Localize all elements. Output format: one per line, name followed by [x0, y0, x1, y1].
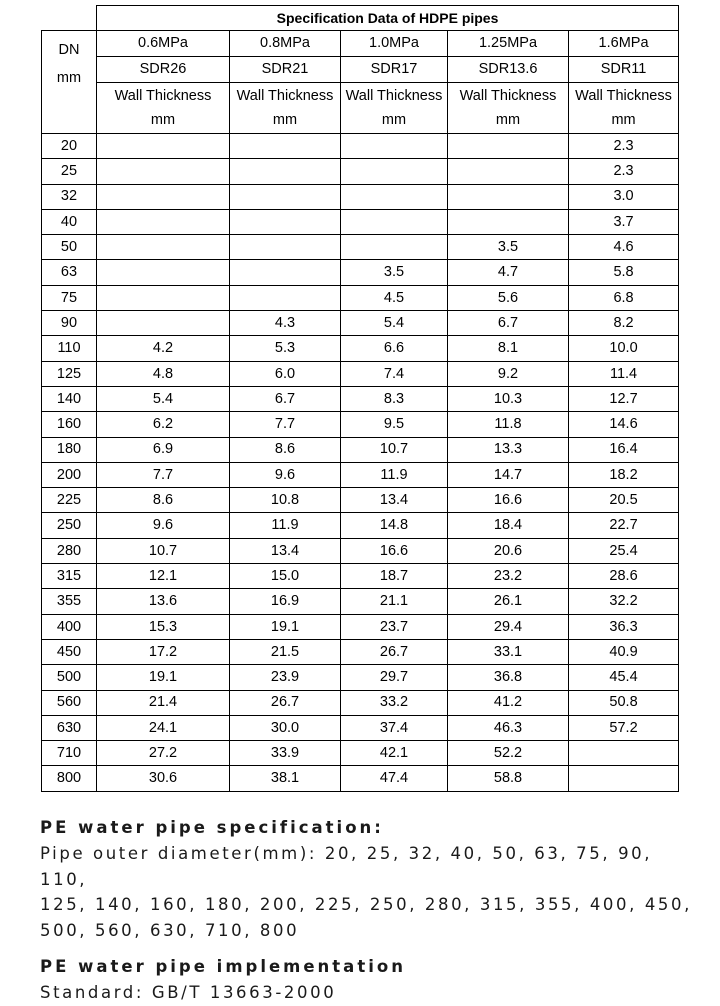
hdpe-spec-table-container: [41, 5, 678, 792]
dn-cell: 400: [42, 614, 97, 639]
pressure-header: 1.6MPa: [569, 31, 679, 57]
thickness-cell: 40.9: [569, 639, 679, 664]
thickness-cell: 6.0: [230, 361, 341, 386]
thickness-cell: [448, 134, 569, 159]
thickness-cell: 4.2: [97, 336, 230, 361]
thickness-cell: [448, 184, 569, 209]
thickness-cell: [97, 209, 230, 234]
thickness-cell: 10.3: [448, 386, 569, 411]
thickness-cell: 4.8: [97, 361, 230, 386]
thickness-cell: 47.4: [341, 766, 448, 791]
thickness-cell: 28.6: [569, 564, 679, 589]
thickness-cell: 13.4: [230, 538, 341, 563]
thickness-cell: 46.3: [448, 715, 569, 740]
thickness-cell: 13.3: [448, 437, 569, 462]
thickness-cell: [97, 235, 230, 260]
thickness-cell: 33.2: [341, 690, 448, 715]
dn-cell: 25: [42, 159, 97, 184]
thickness-cell: 16.6: [341, 538, 448, 563]
thickness-cell: 5.6: [448, 285, 569, 310]
thickness-cell: [341, 209, 448, 234]
thickness-cell: 21.1: [341, 589, 448, 614]
pressure-header: 1.0MPa: [341, 31, 448, 57]
table-row: [42, 412, 679, 437]
thickness-cell: [230, 159, 341, 184]
table-body: [42, 134, 679, 792]
thickness-cell: 26.7: [230, 690, 341, 715]
thickness-cell: 2.3: [569, 134, 679, 159]
thickness-cell: 15.0: [230, 564, 341, 589]
thickness-cell: 58.8: [448, 766, 569, 791]
thickness-cell: [341, 159, 448, 184]
thickness-cell: 33.9: [230, 741, 341, 766]
table-row: [42, 488, 679, 513]
table-row: [42, 513, 679, 538]
thickness-cell: 8.3: [341, 386, 448, 411]
thickness-cell: 5.3: [230, 336, 341, 361]
wall-thickness-unit: mm: [495, 112, 521, 128]
thickness-cell: [230, 235, 341, 260]
standard-line: Standard: GB/T 13663-2000: [40, 983, 337, 1002]
thickness-cell: 3.0: [569, 184, 679, 209]
thickness-cell: 23.2: [448, 564, 569, 589]
sdr-header: SDR13.6: [448, 57, 569, 83]
spec-heading: PE water pipe specification:: [40, 818, 384, 837]
thickness-cell: 29.7: [341, 665, 448, 690]
spec-line: 125, 140, 160, 180, 200, 225, 250, 280, 315, 355, 400, 450,: [40, 895, 692, 914]
thickness-cell: 16.6: [448, 488, 569, 513]
dn-cell: 500: [42, 665, 97, 690]
dn-cell: 800: [42, 766, 97, 791]
wall-thickness-header: [97, 83, 230, 134]
thickness-cell: 8.6: [230, 437, 341, 462]
thickness-cell: [569, 741, 679, 766]
thickness-cell: [448, 159, 569, 184]
thickness-cell: 14.8: [341, 513, 448, 538]
wall-thickness-unit: mm: [611, 112, 636, 128]
thickness-cell: 15.3: [97, 614, 230, 639]
thickness-cell: 3.5: [448, 235, 569, 260]
thickness-cell: [230, 260, 341, 285]
dn-cell: 20: [42, 134, 97, 159]
dn-cell: 630: [42, 715, 97, 740]
thickness-cell: 29.4: [448, 614, 569, 639]
thickness-cell: 14.6: [569, 412, 679, 437]
thickness-cell: [341, 134, 448, 159]
thickness-cell: 6.9: [97, 437, 230, 462]
thickness-cell: 13.6: [97, 589, 230, 614]
thickness-cell: 5.8: [569, 260, 679, 285]
thickness-cell: 42.1: [341, 741, 448, 766]
wall-thickness-header: [341, 83, 448, 134]
thickness-cell: 9.2: [448, 361, 569, 386]
thickness-cell: 30.6: [97, 766, 230, 791]
thickness-cell: 41.2: [448, 690, 569, 715]
thickness-cell: 11.9: [230, 513, 341, 538]
dn-cell: 32: [42, 184, 97, 209]
thickness-cell: 16.4: [569, 437, 679, 462]
thickness-cell: 18.7: [341, 564, 448, 589]
table-row: [42, 159, 679, 184]
thickness-cell: 45.4: [569, 665, 679, 690]
dn-cell: 180: [42, 437, 97, 462]
thickness-cell: 2.3: [569, 159, 679, 184]
table-row: [42, 639, 679, 664]
thickness-cell: 20.6: [448, 538, 569, 563]
thickness-cell: 33.1: [448, 639, 569, 664]
thickness-cell: [97, 159, 230, 184]
sdr-header: SDR21: [230, 57, 341, 83]
dn-cell: 110: [42, 336, 97, 361]
thickness-cell: 4.5: [341, 285, 448, 310]
dn-cell: 160: [42, 412, 97, 437]
thickness-cell: 14.7: [448, 462, 569, 487]
dn-header-cell: [42, 31, 97, 134]
thickness-cell: 24.1: [97, 715, 230, 740]
thickness-cell: 36.3: [569, 614, 679, 639]
thickness-cell: [230, 134, 341, 159]
thickness-cell: 8.2: [569, 311, 679, 336]
wall-thickness-header: [569, 83, 679, 134]
table-row: [42, 766, 679, 791]
dn-cell: 200: [42, 462, 97, 487]
dn-label: DN: [58, 42, 80, 58]
dn-cell: 450: [42, 639, 97, 664]
thickness-cell: 4.7: [448, 260, 569, 285]
table-title: Specification Data of HDPE pipes: [97, 6, 679, 31]
thickness-cell: 19.1: [97, 665, 230, 690]
table-row: [42, 715, 679, 740]
thickness-cell: 12.7: [569, 386, 679, 411]
thickness-cell: 11.9: [341, 462, 448, 487]
dn-cell: 63: [42, 260, 97, 285]
thickness-cell: [97, 285, 230, 310]
dn-cell: 225: [42, 488, 97, 513]
thickness-cell: 21.4: [97, 690, 230, 715]
thickness-cell: 4.6: [569, 235, 679, 260]
table-row: [42, 386, 679, 411]
wall-thickness-label: Wall Thickness: [236, 87, 334, 104]
thickness-cell: 10.7: [341, 437, 448, 462]
pressure-header: 0.6MPa: [97, 31, 230, 57]
thickness-cell: 32.2: [569, 589, 679, 614]
thickness-cell: 18.4: [448, 513, 569, 538]
dn-cell: 355: [42, 589, 97, 614]
thickness-cell: 6.8: [569, 285, 679, 310]
sdr-header: SDR11: [569, 57, 679, 83]
thickness-cell: [230, 285, 341, 310]
thickness-cell: 5.4: [341, 311, 448, 336]
dn-cell: 315: [42, 564, 97, 589]
table-row: [42, 285, 679, 310]
thickness-cell: [230, 209, 341, 234]
table-row: [42, 741, 679, 766]
table-row: [42, 260, 679, 285]
table-row: [42, 690, 679, 715]
table-row: [42, 134, 679, 159]
dn-cell: 140: [42, 386, 97, 411]
thickness-cell: 5.4: [97, 386, 230, 411]
dn-unit: mm: [56, 69, 82, 86]
thickness-cell: 6.6: [341, 336, 448, 361]
table-row: [42, 462, 679, 487]
thickness-cell: 36.8: [448, 665, 569, 690]
thickness-cell: 6.7: [230, 386, 341, 411]
thickness-cell: [97, 311, 230, 336]
thickness-cell: 16.9: [230, 589, 341, 614]
thickness-cell: 10.0: [569, 336, 679, 361]
table-row: [42, 336, 679, 361]
wall-thickness-label: Wall Thickness: [575, 87, 672, 104]
thickness-cell: 8.6: [97, 488, 230, 513]
thickness-cell: 9.6: [97, 513, 230, 538]
table-row: [42, 184, 679, 209]
thickness-cell: 8.1: [448, 336, 569, 361]
thickness-cell: 50.8: [569, 690, 679, 715]
table-row: [42, 538, 679, 563]
thickness-cell: 4.3: [230, 311, 341, 336]
spec-line: Pipe outer diameter(mm): 20, 25, 32, 40, 50, 63, 75, 90, 110,: [40, 844, 653, 889]
thickness-cell: [341, 184, 448, 209]
table-row: [42, 361, 679, 386]
dn-cell: 560: [42, 690, 97, 715]
thickness-cell: 10.7: [97, 538, 230, 563]
thickness-cell: 38.1: [230, 766, 341, 791]
thickness-cell: 7.7: [97, 462, 230, 487]
thickness-cell: [230, 184, 341, 209]
thickness-cell: [569, 766, 679, 791]
table-row: [42, 564, 679, 589]
wall-thickness-header: [230, 83, 341, 134]
implementation-heading: PE water pipe implementation: [40, 957, 406, 976]
thickness-cell: 23.7: [341, 614, 448, 639]
thickness-cell: [341, 235, 448, 260]
thickness-cell: 6.7: [448, 311, 569, 336]
thickness-cell: 11.4: [569, 361, 679, 386]
table-row: [42, 589, 679, 614]
thickness-cell: 21.5: [230, 639, 341, 664]
thickness-cell: 37.4: [341, 715, 448, 740]
wall-thickness-label: Wall Thickness: [459, 87, 557, 104]
thickness-cell: 13.4: [341, 488, 448, 513]
notes-section: [40, 818, 700, 1006]
table-row: [42, 614, 679, 639]
thickness-cell: 10.8: [230, 488, 341, 513]
thickness-cell: 25.4: [569, 538, 679, 563]
dn-cell: 75: [42, 285, 97, 310]
pressure-header: 1.25MPa: [448, 31, 569, 57]
wall-thickness-unit: mm: [150, 112, 176, 128]
thickness-cell: 22.7: [569, 513, 679, 538]
thickness-cell: 26.7: [341, 639, 448, 664]
thickness-cell: 6.2: [97, 412, 230, 437]
thickness-cell: 26.1: [448, 589, 569, 614]
thickness-cell: 57.2: [569, 715, 679, 740]
dn-cell: 280: [42, 538, 97, 563]
thickness-cell: 7.7: [230, 412, 341, 437]
thickness-cell: 3.5: [341, 260, 448, 285]
thickness-cell: 7.4: [341, 361, 448, 386]
dn-cell: 90: [42, 311, 97, 336]
thickness-cell: 11.8: [448, 412, 569, 437]
table-row: [42, 437, 679, 462]
thickness-cell: 17.2: [97, 639, 230, 664]
thickness-cell: [97, 184, 230, 209]
thickness-cell: 3.7: [569, 209, 679, 234]
thickness-cell: 18.2: [569, 462, 679, 487]
thickness-cell: 52.2: [448, 741, 569, 766]
dn-cell: 50: [42, 235, 97, 260]
table-row: [42, 665, 679, 690]
thickness-cell: 27.2: [97, 741, 230, 766]
wall-thickness-header: [448, 83, 569, 134]
hdpe-spec-table: [41, 5, 679, 792]
thickness-cell: [97, 260, 230, 285]
spec-line: 500, 560, 630, 710, 800: [40, 920, 300, 940]
thickness-cell: 9.6: [230, 462, 341, 487]
thickness-cell: [97, 134, 230, 159]
dn-cell: 40: [42, 209, 97, 234]
thickness-cell: [448, 209, 569, 234]
pressure-header: 0.8MPa: [230, 31, 341, 57]
table-row: [42, 235, 679, 260]
dn-cell: 125: [42, 361, 97, 386]
wall-thickness-label: Wall Thickness: [345, 87, 443, 104]
thickness-cell: 23.9: [230, 665, 341, 690]
dn-cell: 250: [42, 513, 97, 538]
thickness-cell: 19.1: [230, 614, 341, 639]
sdr-header: SDR26: [97, 57, 230, 83]
wall-thickness-label: Wall Thickness: [114, 87, 212, 104]
sdr-header: SDR17: [341, 57, 448, 83]
thickness-cell: 9.5: [341, 412, 448, 437]
corner-blank-cell: [42, 6, 97, 31]
thickness-cell: 30.0: [230, 715, 341, 740]
table-row: [42, 209, 679, 234]
wall-thickness-unit: mm: [381, 112, 407, 128]
dn-cell: 710: [42, 741, 97, 766]
thickness-cell: 20.5: [569, 488, 679, 513]
table-row: [42, 311, 679, 336]
wall-thickness-unit: mm: [272, 112, 298, 128]
thickness-cell: 12.1: [97, 564, 230, 589]
